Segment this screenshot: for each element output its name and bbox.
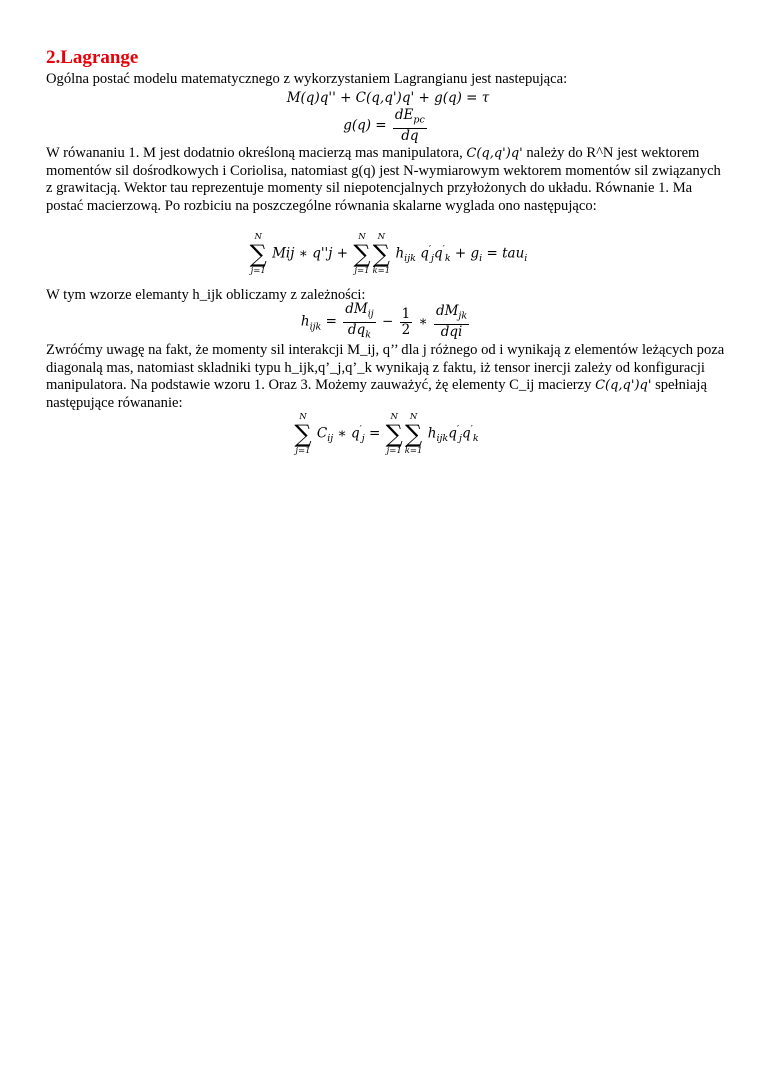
q-sub-j: j: [459, 433, 462, 445]
equation-5-c: C: [316, 425, 328, 442]
equals-sign: =: [321, 313, 342, 330]
equation-2-fraction: [393, 108, 427, 144]
sum-upper-limit: N: [299, 412, 307, 422]
sum-lower-limit: j=1: [250, 266, 266, 276]
equation-3-g-sub: i: [479, 253, 483, 265]
summation-j: [294, 412, 311, 456]
paragraph-interaction: [46, 342, 726, 412]
sigma-symbol: ∑: [249, 240, 267, 268]
summation-k: [372, 232, 390, 276]
equation-4-h-sub: ijk: [309, 321, 322, 333]
paragraph-h-definition: W tym wzorze elemanty h_ijk obliczamy z zależności:: [46, 287, 366, 303]
sum-upper-limit: N: [409, 412, 418, 422]
q-sub-j: j: [431, 253, 434, 265]
equation-3-h: h: [395, 245, 405, 262]
sum-upper-limit: N: [377, 232, 386, 242]
sum-lower-limit: j=1: [386, 446, 402, 456]
equals-sign: =: [364, 425, 385, 442]
equation-2: [0, 108, 760, 144]
equation-4-h: h: [300, 313, 310, 330]
sum-upper-limit: N: [254, 232, 262, 242]
fraction-numerator: dM: [345, 301, 368, 317]
fraction-dmij-dqk: [343, 302, 375, 342]
fraction-dmjk-dqi: [434, 304, 469, 340]
fraction-numerator: 1: [401, 305, 411, 322]
times-sign: ∗: [333, 425, 351, 442]
sigma-symbol: ∑: [353, 240, 371, 268]
prime-mark: ′: [456, 424, 460, 435]
equation-5-h-sub: ijk: [436, 433, 449, 445]
equation-5-c-sub: ij: [327, 433, 334, 445]
equation-2-lhs: g(q) =: [343, 117, 391, 134]
section-heading: 2.Lagrange: [46, 47, 139, 68]
q-sub-k: k: [444, 253, 451, 265]
fraction-numerator: dM: [435, 303, 459, 320]
paragraph-interaction-text-1: Zwróćmy uwagę na fakt, że momenty sil interakcji M_ij, q’’ dla j różnego od i wynikają z elementów leżących poza diagonalą mas, natomiast skladniki typu h_ijk,q’_j,q’_k wynikają z faktu, iż tensor inercji zależy od konfiguracji manipulatora. Na podstawie wzoru 1. Oraz 3. Możemy zauważyć, żę elementy C_ij macierzy: [46, 342, 725, 393]
equation-3: [0, 232, 760, 276]
equation-3-term-1: Mij ∗ q''j +: [272, 245, 353, 262]
summation-j: [250, 232, 267, 276]
sum-lower-limit: k=1: [404, 446, 423, 456]
equation-5-q-k-rhs: q: [461, 425, 471, 442]
prime-mark: ′: [428, 244, 432, 255]
prime-mark: ′: [442, 244, 445, 255]
fraction-denominator: 2: [401, 321, 411, 338]
equation-2-numerator-sub: pc: [413, 114, 425, 126]
equation-1-rhs: τ: [481, 90, 490, 106]
equation-1-lhs: M(q)q'' + C(q,q')q' + g(q) =: [286, 90, 482, 106]
summation-j-2: [353, 232, 370, 276]
sigma-symbol: ∑: [405, 420, 423, 448]
q-sub-k: k: [472, 433, 479, 445]
prime-mark: ′: [359, 424, 362, 435]
fraction-numerator-sub: ij: [367, 308, 374, 320]
paragraph-description-text-2: należy do R^N jest wektorem momentów sil dośrodkowych i Coriolisa, natomiast g(q) jest N-wymiarowym wektorem momentów sil związanych z grawitacją. Wektor tau reprezentuje momenty sil niepotencjalnych przyłożonych do układu. Równanie 1. Ma postać macierzową. Po rozbiciu na poszczególne równania skalarne wyglada ono następująco:: [46, 145, 721, 214]
sigma-symbol: ∑: [372, 240, 390, 268]
summation-j-2: [386, 412, 403, 456]
equation-2-numerator: dE: [394, 107, 414, 123]
fraction-denominator: dqi: [440, 324, 463, 341]
equation-3-q-k: q: [434, 245, 443, 262]
equation-3-q-j: q: [420, 245, 429, 262]
equation-3-rhs-sub: i: [524, 253, 528, 265]
paragraph-interaction-text-2: spełniają następujące rówananie:: [46, 377, 707, 411]
equation-5: [0, 412, 760, 456]
sum-upper-limit: N: [390, 412, 398, 422]
prime-mark: ′: [470, 424, 473, 435]
summation-k: [405, 412, 423, 456]
inline-math-c-matrix-2: C(q,q')q': [595, 378, 652, 393]
sum-upper-limit: N: [358, 232, 366, 242]
paragraph-description-text-1: W rówananiu 1. M jest dodatnio określoną macierzą mas manipulatora,: [46, 145, 467, 161]
equation-5-q-j-rhs: q: [448, 425, 457, 442]
paragraph-description: [46, 145, 726, 215]
q-sub-j: j: [361, 433, 365, 445]
equation-3-h-sub: ijk: [404, 253, 416, 265]
paragraph-intro: Ogólna postać modelu matematycznego z wykorzystaniem Lagrangianu jest nastepująca:: [46, 71, 568, 87]
fraction-one-half: [400, 307, 413, 338]
sum-lower-limit: k=1: [372, 266, 391, 276]
equation-4: [0, 302, 760, 342]
equals-sign: =: [482, 245, 503, 262]
fraction-denominator-sub: k: [365, 329, 371, 341]
fraction-denominator: dq: [347, 321, 366, 338]
equation-5-h: h: [427, 425, 437, 442]
inline-math-c-matrix: C(q,q')q': [466, 146, 523, 161]
equation-3-rhs: tau: [502, 245, 525, 262]
equation-2-denominator: dq: [401, 127, 419, 144]
sigma-symbol: ∑: [294, 420, 312, 448]
sigma-symbol: ∑: [385, 420, 403, 448]
fraction-numerator-sub: jk: [458, 311, 468, 323]
equation-3-g: + g: [450, 245, 480, 262]
times-sign: ∗: [414, 313, 432, 330]
sum-lower-limit: j=1: [295, 446, 311, 456]
minus-sign: −: [377, 313, 398, 330]
equation-1: [0, 90, 760, 106]
equation-5-q-j: q: [350, 425, 360, 442]
sum-lower-limit: j=1: [354, 266, 370, 276]
